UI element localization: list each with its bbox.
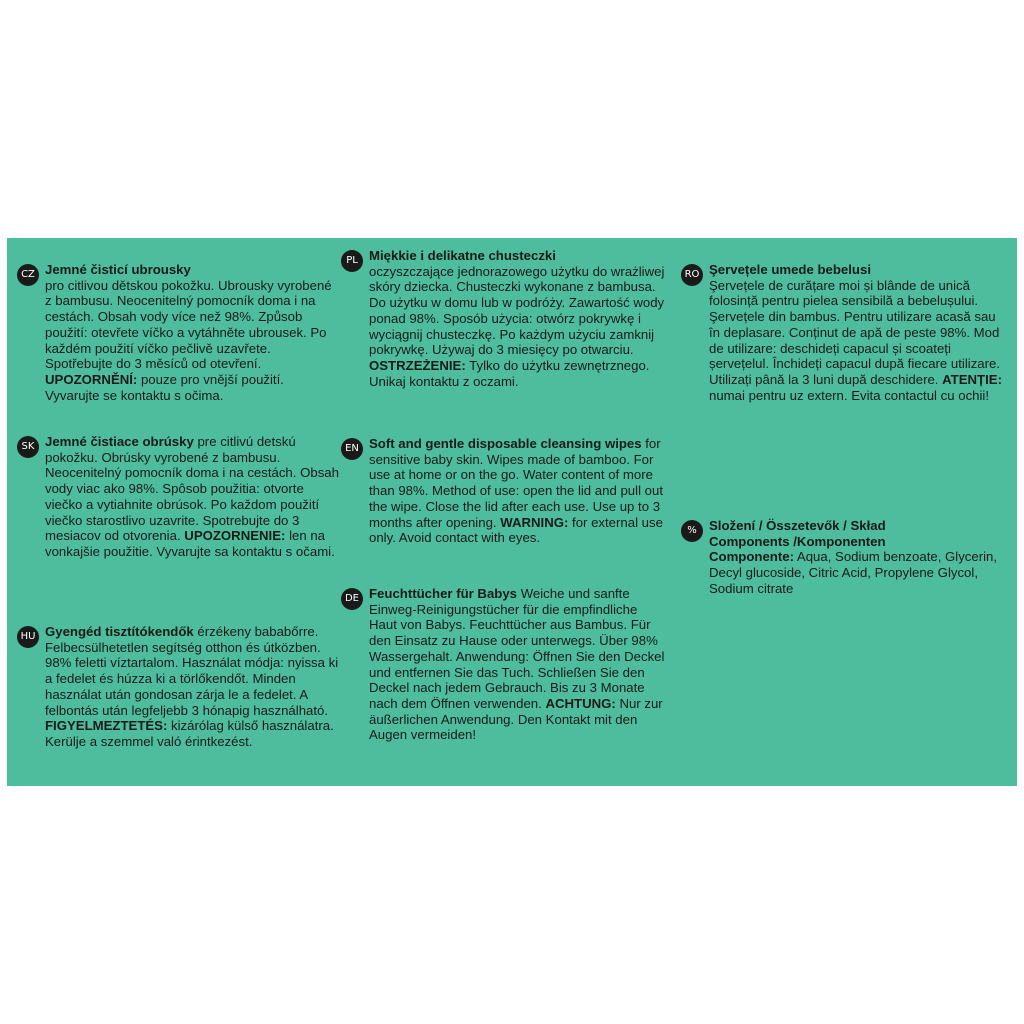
composition-ingredients: Componente: Aqua, Sodium benzoate, Glycerin, Decyl glucoside, Citric Acid, Propylene Glycol, Sodium citrate [709,549,998,596]
section-en-warning-text: for external use only. Avoid contact with eyes. [369,514,663,546]
section-de-warning-label: ACHTUNG: [545,695,616,711]
section-hu-warning-text: kizárólag külső használatra. Kerülje a szemmel való érintkezést. [45,718,334,749]
language-badge-cz: CZ [17,264,39,286]
section-cz-text [45,262,339,403]
section-de-title: Feuchttücher für Babys [369,586,518,601]
section-en-title: Soft and gentle disposable cleansing wipes [369,436,642,451]
section-sk-warning-label: UPOZORNENIE: [184,528,286,544]
section-de-body: Weiche und sanfte Einweg-Reinigungstücher für die empfindliche Haut von Babys. Feuchttücher aus Bambus. Für den Einsatz zu Hause oder unterwegs. Über 98% Wassergehalt. Anwendung: Öffnen Sie den Deckel und entfernen Sie das Tuch. Schließen Sie den Deckel nach jedem Gebrauch. Bis zu 3 Monate nach dem Öffnen verwenden. [369,586,665,711]
section-en-body: for sensitive baby skin. Wipes made of bamboo. For use at home or on the go. Water content of more than 98%. Method of use: open the lid and pull out the wipe. Close the lid after each use. Use up to 3 months after opening. [369,436,664,530]
section-cz [17,262,339,403]
section-hu [17,624,339,750]
composition-subtitle: Components /Komponenten [709,533,886,549]
language-badge-ro: RO [681,264,703,286]
section-en [341,436,667,546]
composition-label: Componente: [709,549,794,565]
language-badge-en: EN [341,438,363,460]
section-ro-warning-label: ATENȚIE: [942,371,1002,387]
section-cz-warning-text: pouze pro vnější použití. Vyvarujte se kontaktu s očima. [45,371,284,403]
section-en-text [369,436,667,546]
section-de [341,586,667,743]
section-sk-title: Jemné čistiace obrúsky [45,434,194,449]
section-hu-warning-label: FIGYELMEZTETÉS: [45,718,168,734]
section-ro-body: Şervețele de curățare moi și blânde de unică folosință pentru pielea sensibilă a bebelușului. Şervețele din bambus. Pentru utilizare acasă sau în deplasare. Conținut de apă de peste 98%. Mod de utilizare: deschideți capacul și scoateți șervețelul. Închideți capacul după fiecare utilizare. Utilizați până la 3 luni după deschidere. ATENȚIE: numai pentru uz extern. Evita contactul cu ochii! [709,277,1002,403]
section-pl-body: oczyszczające jednorazowego użytku do wrażliwej skóry dziecka. Chusteczki wykonane z bambusa. Do użytku w domu lub w podróży. Zawartość wody ponad 98%. Sposób użycia: otwórz pokrywkę i wyciągnij chusteczkę. Po każdym użyciu zamknij pokrywkę. Używaj do 3 miesięcy po otwarciu. OSTRZEŻENIE: Tylko do użytku zewnętrznego. Unikaj kontaktu z oczami. [369,263,665,389]
section-pl-warning-text: Tylko do użytku zewnętrznego. Unikaj kontaktu z oczami. [369,357,650,389]
language-badge-de: DE [341,588,363,610]
section-en-warning-label: WARNING: [500,514,569,530]
section-pl-title: Miękkie i delikatne chusteczki [369,248,556,263]
section-sk-text [45,434,339,560]
section-cz-body: pro citlivou dětskou pokožku. Ubrousky vyrobené z bambusu. Neocenitelný pomocník doma i na cestách. Obsah vody více než 98%. Způsob použití: otevřete víčko a vytáhněte ubrousek. Po každém použití víčko pečlivě uzavřete. Spotřebujte do 3 měsíců od otevření. UPOZORNĚNÍ: pouze pro vnější použití. Vyvarujte se kontaktu s očima. [45,277,332,403]
label-panel [7,238,1017,786]
section-composition-text [709,518,1007,597]
section-sk [17,434,339,560]
section-pl [341,248,667,389]
percent-badge: % [681,520,703,542]
composition-title: Složení / Összetevők / Skład [709,518,886,533]
section-de-warning-text: Nur zur äußerlichen Anwendung. Den Kontakt mit den Augen vermeiden! [369,695,663,743]
section-ro-text [709,262,1007,403]
section-hu-title: Gyengéd tisztítókendők [45,624,194,639]
section-ro-title: Şervețele umede bebelusi [709,262,871,277]
language-badge-hu: HU [17,626,39,648]
section-pl-warning-label: OSTRZEŻENIE: [369,357,466,373]
section-hu-body: érzékeny bababőrre. Felbecsülhetetlen segítség otthon és útközben. 98% feletti víztartalom. Használat módja: nyissa ki a fedelet és húzza ki a törlőkendőt. Minden használat után gondosan zárja le a fedelet. A felbontás után legfeljebb 3 hónapig használható. [45,624,339,718]
section-cz-title: Jemné čisticí ubrousky [45,262,191,277]
section-ro-warning-text: numai pentru uz extern. Evita contactul cu ochii! [709,387,990,403]
section-ro [681,262,1007,403]
section-composition [681,518,1007,597]
language-badge-sk: SK [17,436,39,458]
section-sk-warning-text: len na vonkajšie použitie. Vyvarujte sa kontaktu s očami. [45,528,335,559]
language-badge-pl: PL [341,250,363,272]
section-hu-text [45,624,339,750]
section-pl-text [369,248,667,389]
section-cz-warning-label: UPOZORNĚNÍ: [45,371,138,387]
section-de-text [369,586,667,743]
section-sk-body: pre citlivú detskú pokožku. Obrúsky vyrobené z bambusu. Neocenitelný pomocník doma i na cestách. Obsah vody viac ako 98%. Spôsob použitia: otvorte viečko a vytiahnite obrúsok. Po každom použití viečko starostlivo uzavrite. Spotrebujte do 3 mesiacov od otvorenia. [45,434,339,544]
